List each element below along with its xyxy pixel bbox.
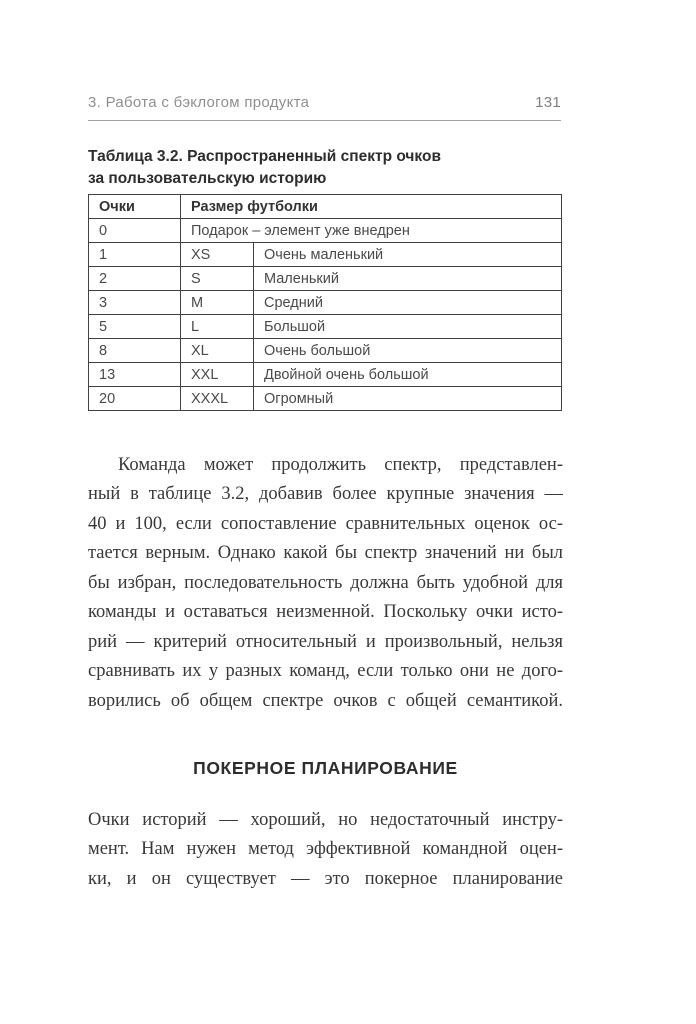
table-row	[89, 387, 562, 411]
description-cell: Двойной очень большой	[254, 363, 562, 387]
size-cell: XXXL	[181, 387, 254, 411]
text-line: Команда может продолжить спектр, представлен-	[118, 455, 563, 475]
description-cell: Подарок – элемент уже внедрен	[181, 219, 562, 243]
running-header	[88, 94, 561, 112]
chapter-title: 3. Работа с бэклогом продукта	[88, 94, 310, 111]
description-cell: Большой	[254, 315, 562, 339]
page-number: 131	[535, 94, 561, 111]
points-cell: 8	[89, 339, 181, 363]
table-row	[89, 243, 562, 267]
table-row	[89, 339, 562, 363]
text-line: ворились об общем спектре очков с общей семантикой.	[88, 690, 563, 711]
description-cell: Огромный	[254, 387, 562, 411]
text-line: тается верным. Однако какой бы спектр значений ни был	[88, 543, 563, 564]
points-cell: 13	[89, 363, 181, 387]
text-line: рий — критерий относительный и произвольный, нельзя	[88, 631, 563, 652]
table-row	[89, 267, 562, 291]
table-row	[89, 363, 562, 387]
points-cell: 2	[89, 267, 181, 291]
table-caption	[88, 146, 563, 189]
description-cell: Очень маленький	[254, 243, 562, 267]
section-heading: ПОКЕРНОЕ ПЛАНИРОВАНИЕ	[193, 758, 458, 778]
description-cell: Маленький	[254, 267, 562, 291]
text-line: сравнивать их у разных команд, если только они не дого-	[88, 661, 563, 682]
text-line: Очки историй — хороший, но недостаточный инстру-	[88, 810, 563, 830]
table-caption-line-1: Таблица 3.2. Распространенный спектр очков	[88, 148, 441, 165]
size-header-cell: Размер футболки	[181, 195, 562, 219]
text-line: 40 и 100, если сопоставление сравнительных оценок ос-	[88, 513, 563, 534]
points-cell: 0	[89, 219, 181, 243]
paragraph-1	[88, 451, 563, 716]
text-line: ки, и он существует — это покерное планирование	[88, 868, 563, 889]
text-line: ный в таблице 3.2, добавив более крупные значения —	[88, 484, 563, 505]
table-header-row	[89, 195, 562, 219]
table-row-gift	[89, 219, 562, 243]
table-row	[89, 291, 562, 315]
description-cell: Средний	[254, 291, 562, 315]
size-cell: M	[181, 291, 254, 315]
size-cell: XL	[181, 339, 254, 363]
description-cell: Очень большой	[254, 339, 562, 363]
size-cell: L	[181, 315, 254, 339]
points-header-cell: Очки	[89, 195, 181, 219]
text-line: мент. Нам нужен метод эффективной командной оцен-	[88, 839, 563, 860]
points-cell: 5	[89, 315, 181, 339]
points-cell: 1	[89, 243, 181, 267]
size-cell: XXL	[181, 363, 254, 387]
paragraph-2	[88, 806, 563, 894]
text-line: бы избран, последовательность должна быть удобной для	[88, 572, 563, 593]
header-rule	[88, 120, 561, 121]
points-cell: 20	[89, 387, 181, 411]
size-cell: S	[181, 267, 254, 291]
points-cell: 3	[89, 291, 181, 315]
table-caption-line-2: за пользовательскую историю	[88, 169, 327, 187]
story-points-table	[88, 194, 562, 411]
text-line: команды и оставаться неизменной. Поскольку очки исто-	[88, 602, 563, 623]
table-row	[89, 315, 562, 339]
size-cell: XS	[181, 243, 254, 267]
